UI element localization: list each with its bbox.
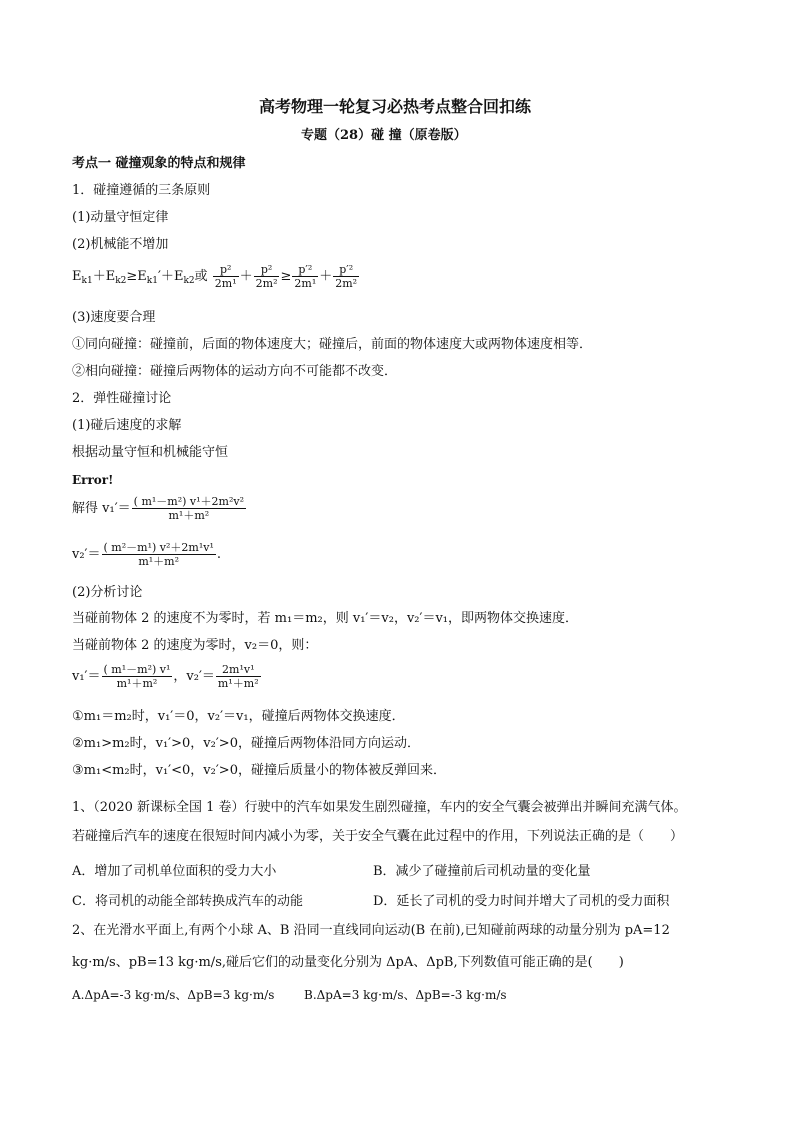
fraction — [132, 495, 246, 522]
v2-prime-equation: v₂′＝ $\frac{\text{( m²－m¹) v²＋2m¹v¹}}{\text{m¹＋m²}}$ . — [72, 541, 221, 568]
fraction — [333, 263, 359, 290]
page-subtitle: 专题（28）碰 撞（原卷版） — [301, 128, 467, 143]
section-heading: 考点一 碰撞观象的特点和规律 — [72, 156, 246, 171]
v1-prime-equation — [72, 494, 247, 524]
paragraph: 当碰前物体 2 的速度为零时，v₂＝0，则： — [72, 638, 318, 653]
fraction-numerator: p′² — [333, 263, 359, 277]
eq-text: v₁′＝ — [102, 501, 131, 516]
paragraph: (2)机械能不增加 — [72, 237, 169, 252]
fraction-denominator: 2m¹ — [294, 277, 317, 290]
fraction-numerator: 2m¹v¹ — [216, 663, 261, 677]
eq-text: ≥ — [280, 269, 292, 284]
eq-text: ≥ — [126, 269, 138, 284]
paragraph: (1)碰后速度的求解 — [72, 418, 182, 433]
eq-text: ，v₂′＝ — [173, 669, 215, 684]
paragraph: (1)动量守恒定律 — [72, 210, 169, 225]
energy-inequality-equation — [72, 262, 360, 296]
fraction-denominator: m¹＋m² — [116, 677, 158, 690]
question-1-option-a[interactable]: A．增加了司机单位面积的受力大小 — [72, 864, 277, 879]
question-2-stem: kg·m/s、pB=13 kg·m/s,碰后它们的动量变化分别为 ΔpA、ΔpB,下列数值可能正确的是( ) — [72, 955, 624, 970]
fraction — [216, 663, 261, 690]
fraction — [102, 541, 216, 568]
fraction-numerator: ( m¹－m²) v¹ — [103, 663, 171, 676]
question-2-option-b[interactable]: B.ΔpA=3 kg·m/s、ΔpB=-3 kg·m/s — [304, 988, 507, 1002]
question-1-option-c[interactable]: C．将司机的动能全部转换成汽车的动能 — [72, 894, 303, 909]
fraction — [102, 663, 173, 690]
paragraph: 2．弹性碰撞讨论 — [72, 391, 172, 406]
eq-text: 解得 — [72, 501, 99, 516]
paragraph: ①同向碰撞：碰撞前，后面的物体速度大；碰撞后，前面的物体速度大或两物体速度相等． — [72, 337, 593, 352]
question-2-option-a[interactable]: A.ΔpA=-3 kg·m/s、ΔpB=3 kg·m/s — [72, 988, 275, 1002]
eq-text: 或 — [194, 269, 208, 284]
fraction-numerator: ( m²－m¹) v²＋2m¹v¹ — [103, 541, 214, 554]
eq-text: E — [173, 269, 184, 284]
paragraph: 1．碰撞遵循的三条原则 — [72, 183, 211, 198]
case-item: ①m₁＝m₂时，v₁′＝0，v₂′＝v₁，碰撞后两物体交换速度． — [72, 709, 405, 724]
eq-text: v₂′＝ — [72, 547, 101, 562]
fraction — [254, 263, 280, 290]
paragraph: 根据动量守恒和机械能守恒 — [72, 445, 229, 460]
question-1-stem: 1、（2020 新课标全国 1 卷）行驶中的汽车如果发生剧烈碰撞，车内的安全气囊会被弹出并瞬间充满气体。 — [72, 800, 687, 815]
fraction-numerator: p′² — [292, 263, 318, 277]
eq-text: E — [137, 269, 147, 284]
question-1-option-d[interactable]: D．延长了司机的受力时间并增大了司机的受力面积 — [373, 894, 670, 909]
question-1-stem: 若碰撞后汽车的速度在很短时间内减小为零，关于安全气囊在此过程中的作用，下列说法正确的是（ ） — [72, 829, 684, 844]
fraction — [292, 263, 318, 290]
eq-sub: k2 — [115, 276, 127, 286]
eq-text: E — [72, 269, 82, 284]
eq-sub: k1 — [146, 276, 158, 286]
eq-text: ′＋ — [157, 269, 174, 284]
page-title: 高考物理一轮复习必热考点整合回扣练 — [259, 97, 532, 116]
fraction-numerator: p² — [254, 263, 280, 277]
eq-sub: k2 — [183, 276, 195, 286]
question-1-option-b[interactable]: B．减少了碰撞前后司机动量的变化量 — [373, 864, 591, 879]
fraction-denominator: m¹＋m² — [138, 555, 180, 568]
fraction-numerator: ( m¹－m²) v¹＋2m²v² — [133, 495, 245, 508]
fraction-numerator: p² — [213, 263, 239, 277]
error-text: Error! — [72, 473, 114, 487]
paragraph: 当碰前物体 2 的速度不为零时，若 m₁＝m₂，则 v₁′＝v₂，v₂′＝v₁，即两物体交换速度． — [72, 611, 579, 626]
paragraph: (2)分析讨论 — [72, 585, 143, 600]
fraction-denominator: m¹＋m² — [217, 677, 259, 690]
eq-text: E — [105, 269, 116, 284]
eq-text: v₁′＝ — [72, 669, 101, 684]
paragraph: ②相向碰撞：碰撞后两物体的运动方向不可能都不改变． — [72, 364, 398, 379]
paragraph: (3)速度要合理 — [72, 310, 156, 325]
eq-text: ＋ — [239, 269, 253, 284]
fraction-denominator: 2m² — [255, 277, 278, 290]
fraction — [213, 263, 239, 290]
zero-velocity-equation — [72, 662, 262, 692]
eq-sub: k1 — [81, 276, 93, 286]
fraction-denominator: 2m² — [335, 277, 358, 290]
fraction-denominator: m¹＋m² — [168, 509, 210, 522]
case-item: ③m₁<m₂时，v₁′<0，v₂′>0，碰撞后质量小的物体被反弹回来． — [72, 763, 446, 778]
question-2-stem: 2、在光滑水平面上,有两个小球 A、B 沿同一直线同向运动(B 在前),已知碰前两球的动量分别为 pA=12 — [72, 923, 670, 938]
eq-text: ＋ — [92, 269, 106, 284]
fraction-denominator: 2m¹ — [214, 277, 237, 290]
case-item: ②m₁>m₂时，v₁′>0，v₂′>0，碰撞后两物体沿同方向运动． — [72, 736, 420, 751]
eq-text: ＋ — [319, 269, 333, 284]
